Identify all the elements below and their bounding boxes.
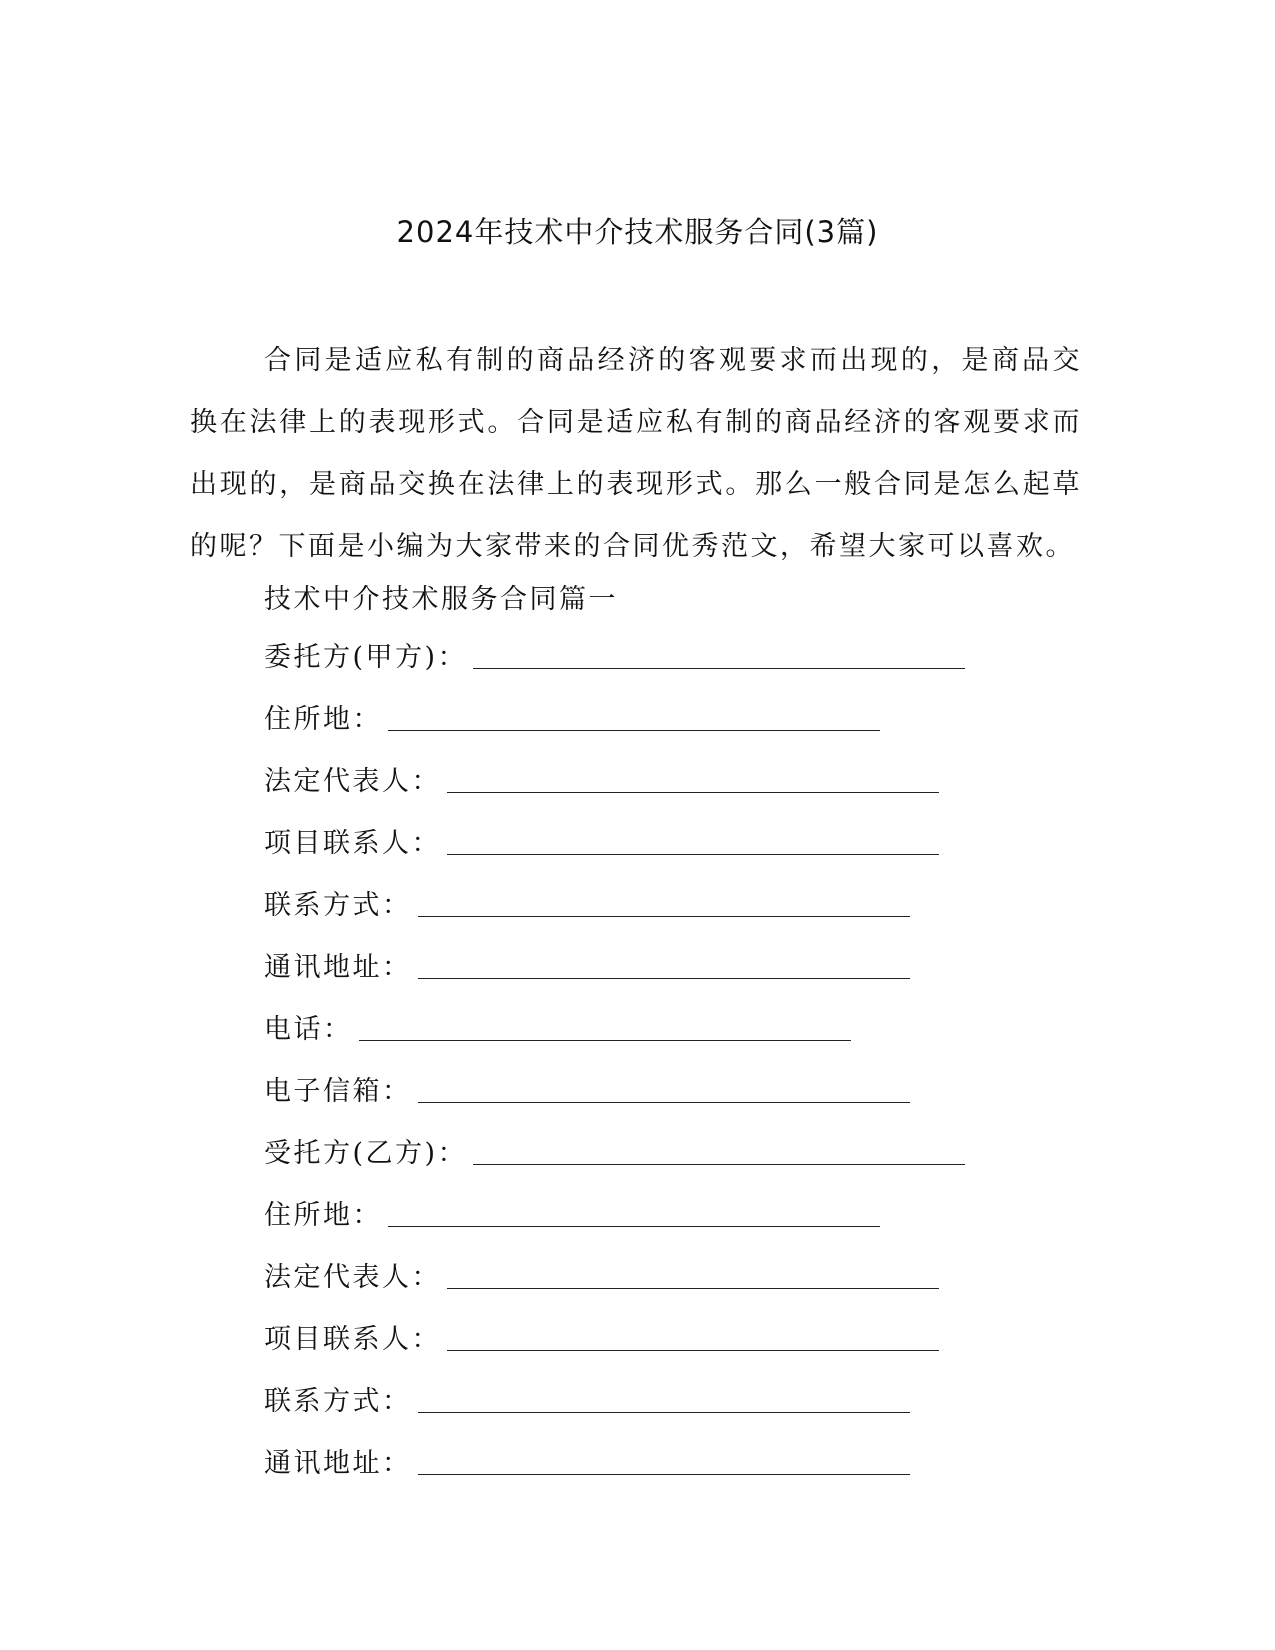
- blank-fill-line[interactable]: [447, 762, 939, 793]
- field-label: 委托方(甲方)：: [264, 642, 468, 673]
- field-row-client: [264, 638, 965, 700]
- field-label: 项目联系人：: [264, 828, 441, 859]
- field-label: 住所地：: [264, 704, 382, 735]
- blank-fill-line[interactable]: [388, 1196, 880, 1227]
- blank-fill-line[interactable]: [388, 700, 880, 731]
- intro-paragraph: 合同是适应私有制的商品经济的客观要求而出现的，是商品交换在法律上的表现形式。合同是适应私有制的商品经济的客观要求而出现的，是商品交换在法律上的表现形式。那么一般合同是怎么起草的呢？下面是小编为大家带来的合同优秀范文，希望大家可以喜欢。: [190, 345, 1082, 562]
- field-label: 联系方式：: [264, 890, 412, 921]
- field-row-client-legal-rep: [264, 762, 965, 824]
- field-row-client-contact-method: [264, 886, 965, 948]
- field-label: 受托方(乙方)：: [264, 1138, 468, 1169]
- field-row-contractor-contact-method: [264, 1382, 965, 1444]
- blank-fill-line[interactable]: [473, 1134, 965, 1165]
- field-row-client-address: [264, 700, 965, 762]
- blank-fill-line[interactable]: [447, 1258, 939, 1289]
- field-label: 电话：: [264, 1014, 353, 1045]
- field-row-client-mailing-address: [264, 948, 965, 1010]
- field-row-contractor: [264, 1134, 965, 1196]
- field-label: 联系方式：: [264, 1386, 412, 1417]
- blank-fill-line[interactable]: [359, 1010, 851, 1041]
- field-row-client-project-contact: [264, 824, 965, 886]
- document-title: 2024年技术中介技术服务合同(3篇): [396, 215, 879, 249]
- field-row-client-phone: [264, 1010, 965, 1072]
- field-row-contractor-address: [264, 1196, 965, 1258]
- field-label: 法定代表人：: [264, 766, 441, 797]
- field-row-contractor-legal-rep: [264, 1258, 965, 1320]
- field-label: 电子信箱：: [264, 1076, 412, 1107]
- field-label: 法定代表人：: [264, 1262, 441, 1293]
- field-label: 通讯地址：: [264, 952, 412, 983]
- contract-party-fields: [264, 638, 965, 1506]
- blank-fill-line[interactable]: [447, 824, 939, 855]
- field-row-client-email: [264, 1072, 965, 1134]
- field-label: 项目联系人：: [264, 1324, 441, 1355]
- blank-fill-line[interactable]: [418, 1382, 910, 1413]
- field-row-contractor-mailing-address: [264, 1444, 965, 1506]
- blank-fill-line[interactable]: [418, 948, 910, 979]
- field-label: 通讯地址：: [264, 1448, 412, 1479]
- field-row-contractor-project-contact: [264, 1320, 965, 1382]
- blank-fill-line[interactable]: [418, 1444, 910, 1475]
- section-heading: 技术中介技术服务合同篇一: [264, 584, 618, 615]
- blank-fill-line[interactable]: [418, 1072, 910, 1103]
- blank-fill-line[interactable]: [447, 1320, 939, 1351]
- field-label: 住所地：: [264, 1200, 382, 1231]
- blank-fill-line[interactable]: [418, 886, 910, 917]
- blank-fill-line[interactable]: [473, 638, 965, 669]
